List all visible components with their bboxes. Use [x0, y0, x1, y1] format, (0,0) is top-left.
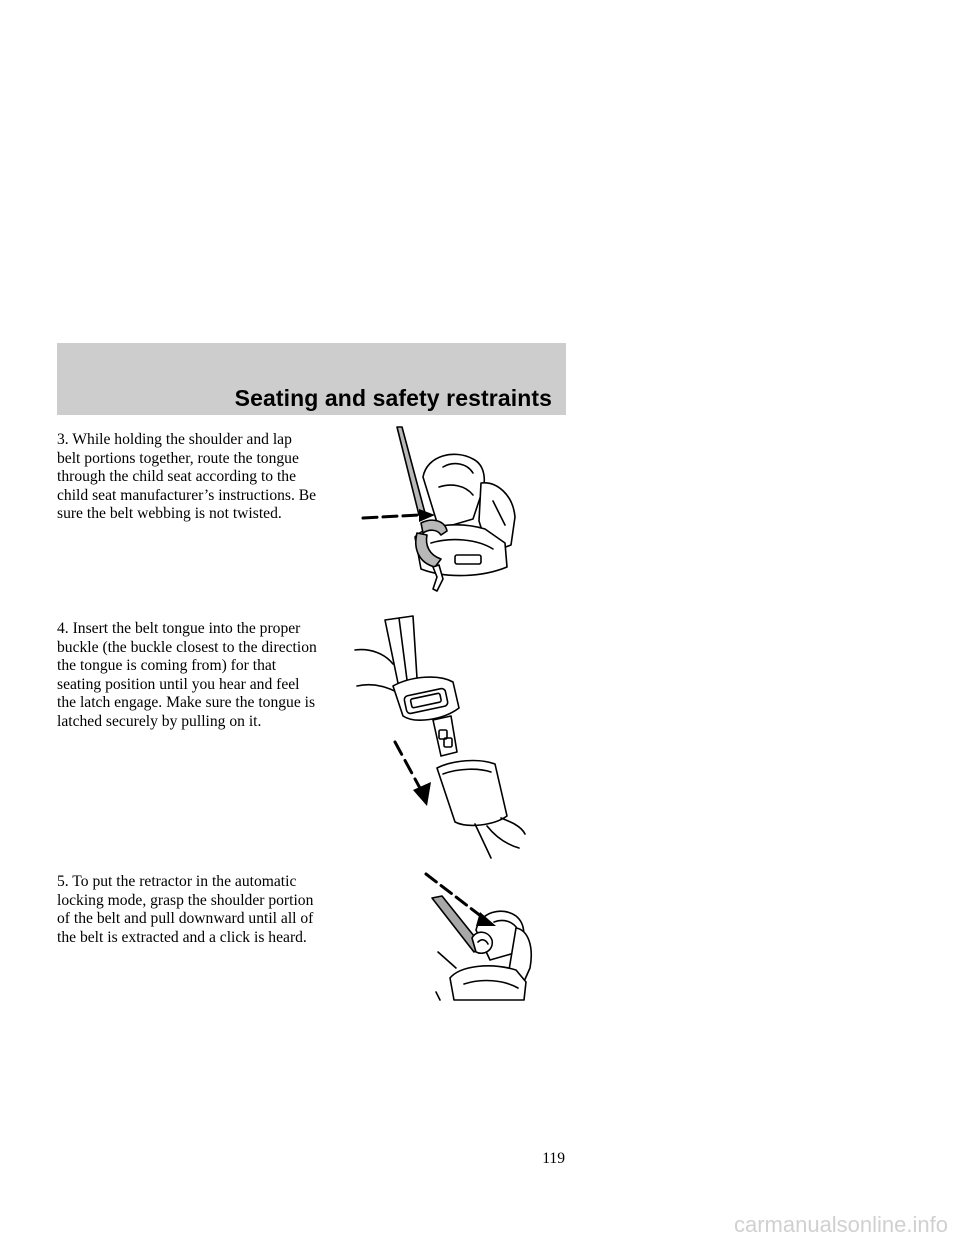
child-seat-belt-routing-illustration	[355, 425, 530, 597]
section-title: Seating and safety restraints	[234, 385, 552, 411]
page-number: 119	[542, 1150, 565, 1167]
watermark: carmanualsonline.info	[733, 1212, 948, 1237]
step-3-text: 3. While holding the shoulder and lap belt portions together, route the tongue through the child seat according to the child seat manufacturer’s instructions. Be sure the belt webbing is not twisted.	[57, 431, 317, 523]
belt-tongue-buckle-illustration	[355, 612, 535, 867]
retractor-pull-illustration	[420, 868, 540, 1003]
section-header-band	[57, 343, 566, 415]
step-5-text: 5. To put the retractor in the automatic locking mode, grasp the shoulder portion of the belt and pull downward until all of the belt is extracted and a click is heard.	[57, 873, 314, 946]
step-4-text: 4. Insert the belt tongue into the proper buckle (the buckle closest to the direction the tongue is coming from) for that seating position until you hear and feel the latch engage. Make sure the tongue is latched securely by pulling on it.	[57, 620, 317, 730]
